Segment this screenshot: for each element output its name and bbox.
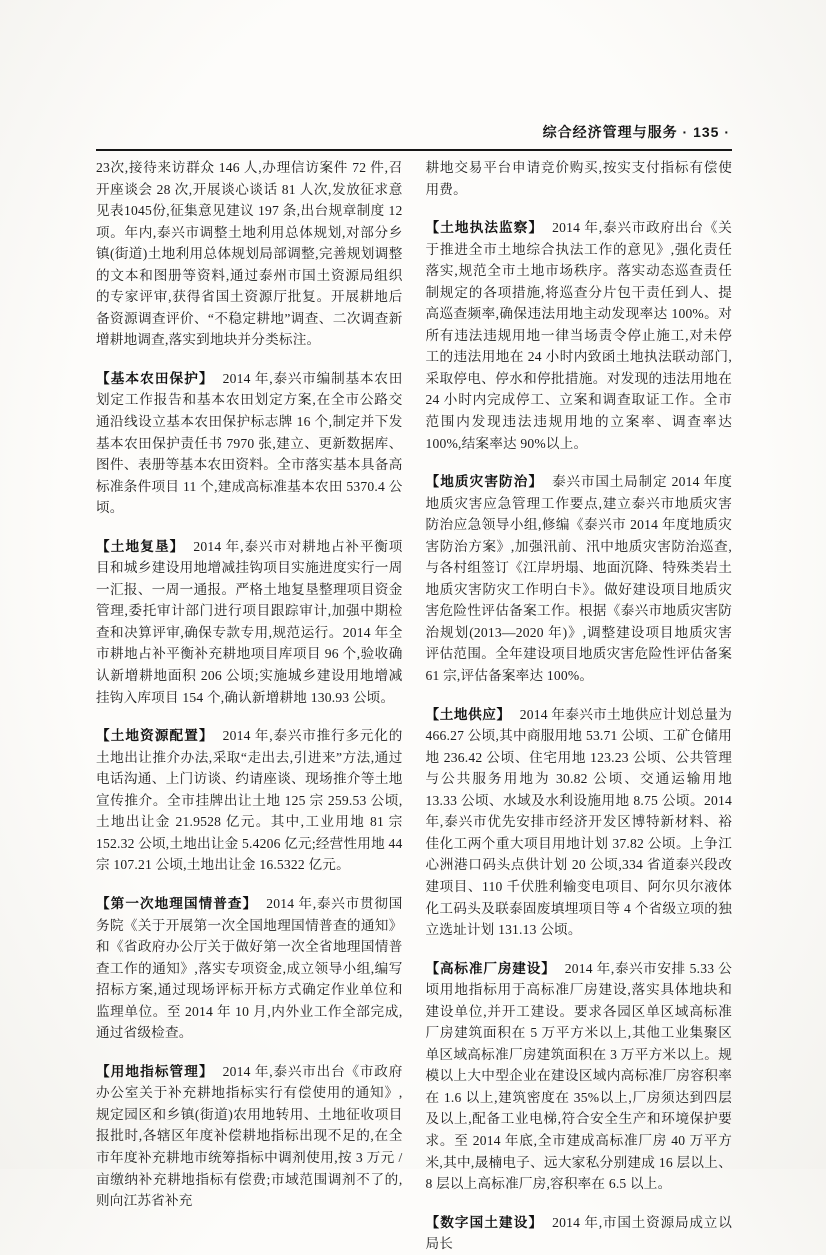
paragraph-text: 2014 年,泰兴市对耕地占补平衡项目和城乡建设用地增减挂钩项目实施进度实行一周一汇报、一周一通报。严格土地复垦整理项目资金管理,委托审计部门进行项目跟踪审计,加强中期检查和决算评审,确保专款专用,规范运行。2014 年全市耕地占补平衡补充耕地项目库项目 96 个,验收确认新增耕地面积 206 公顷;实施城乡建设用地增减挂钩入库项目 154 个,确认新增耕地 130.93 公顷。	[96, 538, 403, 705]
paragraph-text: 2014 年,泰兴市政府出台《关于推进全市土地综合执法工作的意见》,强化责任落实,规范全市土地市场秩序。落实动态巡查责任制规定的各项措施,将巡查分片包干责任到人、提高巡查频率,确保违法用地主动发现率达 100%。对所有违法违规用地一律当场责令停止施工,对未停工的违法用地在 24 小时内致函土地执法联动部门,采取停电、停水和停批措施。对发现的违法用地在 24 小时内完成停工、立案和调查取证工作。全市范围内发现违法违规用地的立案率、调查率达 100%,结案率达 90%以上。	[425, 220, 733, 451]
paragraph-text: 2014 年,泰兴市安排 5.33 公顷用地指标用于高标准厂房建设,落实具体地块和建设单位,并开工建设。要求各园区单区域高标准厂房建筑面积在 5 万平方米以上,其他工业集聚区单区域高标准厂房建筑面积在 3 万平方米以上。规模以上大中型企业在建设区域内高标准厂房容积率在 1.6 以上,建筑密度在 35%以上,厂房须达到四层及以上,配备工业电梯,符合安全生产和环境保护要求。至 2014 年底,全市建成高标准厂房 40 万平方米,其中,晟楠电子、远大家私分别建成 16 层以上、8 层以上高标准厂房,容积率在 6.5 以上。	[425, 960, 732, 1192]
section-heading: 【数字国土建设】	[425, 1214, 544, 1230]
header-rule	[96, 149, 732, 151]
section-heading: 【高标准厂房建设】	[425, 960, 556, 976]
paragraph	[96, 1061, 403, 1212]
paragraph	[426, 157, 733, 200]
section-heading: 【用地指标管理】	[96, 1063, 214, 1079]
section-heading: 【土地复垦】	[96, 538, 185, 554]
paragraph-text: 2014 年,泰兴市出台《市政府办公室关于补充耕地指标实行有偿使用的通知》,规定园区和乡镇(街道)农用地转用、土地征收项目报批时,各辖区年度补偿耕地指标出现不足的,在全市年度补充耕地市统筹指标中调剂使用,按 3 万元 / 亩缴纳补充耕地指标有偿费;市域范围调剂不了的,则向江苏省补充	[96, 1063, 403, 1209]
column-right	[426, 157, 733, 1255]
paragraph-text: 泰兴市国土局制定 2014 年度地质灾害应急管理工作要点,建立泰兴市地质灾害防治应急领导小组,修编《泰兴市 2014 年度地质灾害防治方案》,加强汛前、汛中地质灾害防治巡查,与各村组签订《江岸坍塌、地面沉降、特殊类岩土地质灾害防灾工作明白卡》。做好建设项目地质灾害危险性评估备案工作。根据《泰兴市地质灾害防治规划(2013—2020 年)》,调整建设项目地质灾害评估范围。全年建设项目地质灾害危险性评估备案 61 宗,评估备案率达 100%。	[425, 474, 733, 684]
section-heading: 【地质灾害防治】	[425, 474, 544, 490]
paragraph	[426, 217, 733, 454]
paragraph	[96, 157, 403, 351]
running-header	[96, 122, 732, 142]
column-left	[96, 157, 403, 1255]
section-heading: 【土地执法监察】	[425, 220, 544, 236]
section-heading: 【基本农田保护】	[96, 370, 214, 386]
section-heading: 【土地资源配置】	[96, 728, 214, 744]
section-heading: 【第一次地理国情普查】	[96, 895, 258, 911]
page-content	[96, 122, 732, 1255]
paragraph	[96, 725, 403, 876]
running-header-page-number: · 135 ·	[682, 124, 730, 140]
paragraph-text: 2014 年,市国土资源局成立以局长	[425, 1214, 733, 1252]
paragraph-text: 2014 年,泰兴市推行多元化的土地出让推介办法,采取“走出去,引进来”方法,通过电话沟通、上门访谈、约请座谈、现场推介等土地宣传推介。全市挂牌出让土地 125 宗 259.53 公顷,土地出让金 21.9528 亿元。其中,工业用地 81 宗 152.32 公顷,土地出让金 5.4206 亿元;经营性用地 44 宗 107.21 公顷,土地出让金 16.5322 亿元。	[96, 728, 403, 873]
paragraph-text: 23次,接待来访群众 146 人,办理信访案件 72 件,召开座谈会 28 次,开展谈心谈话 81 人次,发放征求意见表1045份,征集意见建议 197 条,出台规章制度 12 项。年内,泰兴市调整土地利用总体规划,对部分乡镇(街道)土地利用总体规划局部调整,完善规划调整的文本和图册等资料,通过泰州市国土资源局组织的专家评审,获得省国土资源厅批复。开展耕地后备资源调查评价、“不稳定耕地”调查、二次调查新增耕地调查,落实到地块并分类标注。	[96, 160, 403, 348]
paragraph	[426, 704, 733, 941]
paragraph	[96, 893, 403, 1044]
paragraph-text: 2014 年,泰兴市编制基本农田划定工作报告和基本农田划定方案,在全市公路交通沿线设立基本农田保护标志牌 16 个,制定并下发基本农田保护责任书 7970 张,建立、更新数据库、图件、表册等基本农田资料。全市落实基本具备高标准条件项目 11 个,建成高标准基本农田 5370.4 公顷。	[96, 370, 403, 516]
paragraph	[426, 958, 733, 1195]
text-columns	[96, 157, 732, 1255]
paragraph	[96, 368, 403, 519]
paragraph-text: 2014 年泰兴市土地供应计划总量为 466.27 公顷,其中商服用地 53.71 公顷、工矿仓储用地 236.42 公顷、住宅用地 123.23 公顷、公共管理与公共服务用地为 30.82 公顷、交通运输用地 13.33 公顷、水域及水利设施用地 8.75 公顷。2014 年,泰兴市优先安排市经济开发区博特新材料、裕佳化工两个重大项目用地计划 37.82 公顷。上争江心洲港口码头点供计划 20 公顷,334 省道泰兴段改建项目、110 千伏胜利输变电项目、阿尔贝尔液体化工码头及联泰固废填埋项目等 4 个省级立项的独立选址计划 131.13 公顷。	[425, 706, 733, 938]
paragraph-text: 2014 年,泰兴市贯彻国务院《关于开展第一次全国地理国情普查的通知》和《省政府办公厅关于做好第一次全省地理国情普查工作的通知》,落实专项资金,成立领导小组,编写招标方案,通过现场评标开标方式确定作业单位和监理单位。至 2014 年 10 月,内外业工作全部完成,通过省级检查。	[96, 895, 403, 1041]
paragraph	[426, 471, 733, 686]
paragraph	[96, 536, 403, 708]
paragraph-text: 耕地交易平台申请竞价购买,按实支付指标有偿使用费。	[425, 160, 732, 197]
running-header-title: 综合经济管理与服务	[542, 124, 678, 140]
paragraph	[426, 1212, 733, 1255]
section-heading: 【土地供应】	[425, 706, 511, 722]
